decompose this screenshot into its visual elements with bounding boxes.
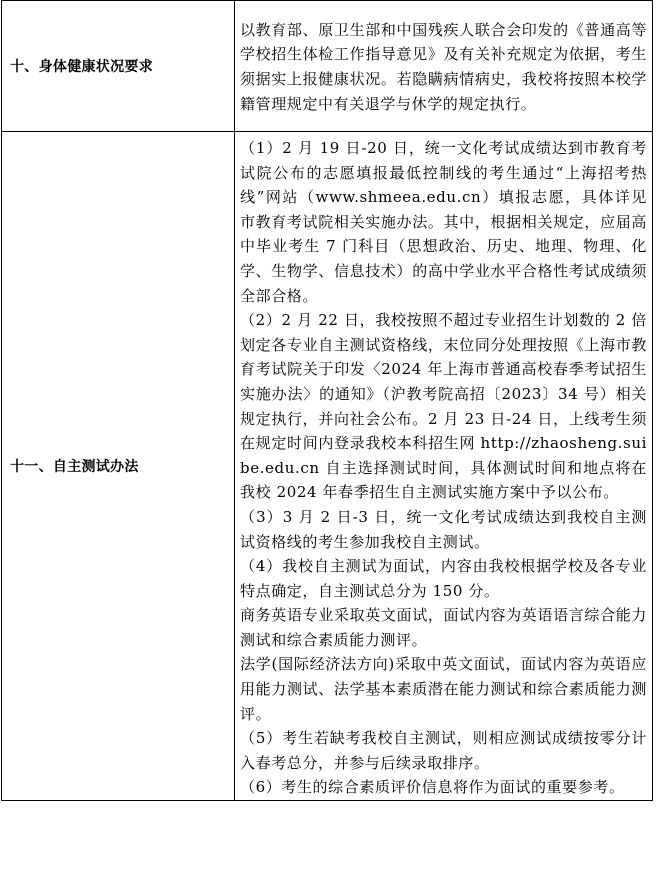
self-test-paragraph-law: 法学(国际经济法方向)采取中英文面试，面试内容为英语应用能力测试、法学基本素质潜在能力测试和综合素质能力测评。 [240, 655, 647, 723]
self-test-paragraph-2: （2）2 月 22 日，我校按照不超过专业招生计划数的 2 倍划定各专业自主测试资格线，末位同分处理按照《上海市教育考试院关于印发〈2024 年上海市普通高校春季考试招生实施办法〉的通知》（沪教考院高招〔2023〕34 号）相关规定执行，并向社会公布。2 月 23 日-24 日，上线考生须在规定时间内登录我校本科招生网 http://zhaosheng.suibe.edu.cn 自主选择测试时间，具体测试时间和地点将在我校 2024 年春季招生自主测试实施方案中予以公布。 [240, 311, 647, 502]
self-test-paragraph-5: （5）考生若缺考我校自主测试，则相应测试成绩按零分计入春考总分，并参与后续录取排序。 [240, 729, 647, 772]
row-content-health-requirements [235, 1, 653, 132]
table-row-health-requirements [2, 1, 653, 132]
row-content-self-test-method [235, 132, 653, 801]
admission-rules-table [1, 0, 653, 801]
row-label-health-requirements: 十、身体健康状况要求 [2, 1, 235, 132]
self-test-paragraph-6: （6）考生的综合素质评价信息将作为面试的重要参考。 [240, 778, 625, 797]
self-test-paragraph-3: （3）3 月 2 日-3 日，统一文化考试成绩达到我校自主测试资格线的考生参加我校自主测试。 [240, 507, 647, 551]
table-row-self-test-method [2, 132, 653, 801]
row-label-self-test-method: 十一、自主测试办法 [2, 132, 235, 801]
self-test-paragraph-1: （1）2 月 19 日-20 日，统一文化考试成绩达到市教育考试院公布的志愿填报最低控制线的考生通过“上海招考热线”网站（www.shmeea.edu.cn）填报志愿，具体详见市教育考试院相关实施办法。其中，根据相关规定，应届高中毕业考生 7 门科目（思想政治、历史、地理、物理、化学、生物学、信息技术）的高中学业水平合格性考试成绩须全部合格。 [240, 139, 647, 305]
self-test-paragraph-4: （4）我校自主测试为面试，内容由我校根据学校及各专业特点确定，自主测试总分为 150 分。 [240, 557, 647, 600]
self-test-paragraph-business-english: 商务英语专业采取英文面试，面试内容为英语语言综合能力测试和综合素质能力测评。 [240, 606, 647, 649]
health-requirements-paragraph: 以教育部、原卫生部和中国残疾人联合会印发的《普通高等学校招生体检工作指导意见》及有关补充规定为依据，考生须据实上报健康状况。若隐瞒病情病史，我校将按照本校学籍管理规定中有关退学与休学的规定执行。 [240, 20, 647, 113]
